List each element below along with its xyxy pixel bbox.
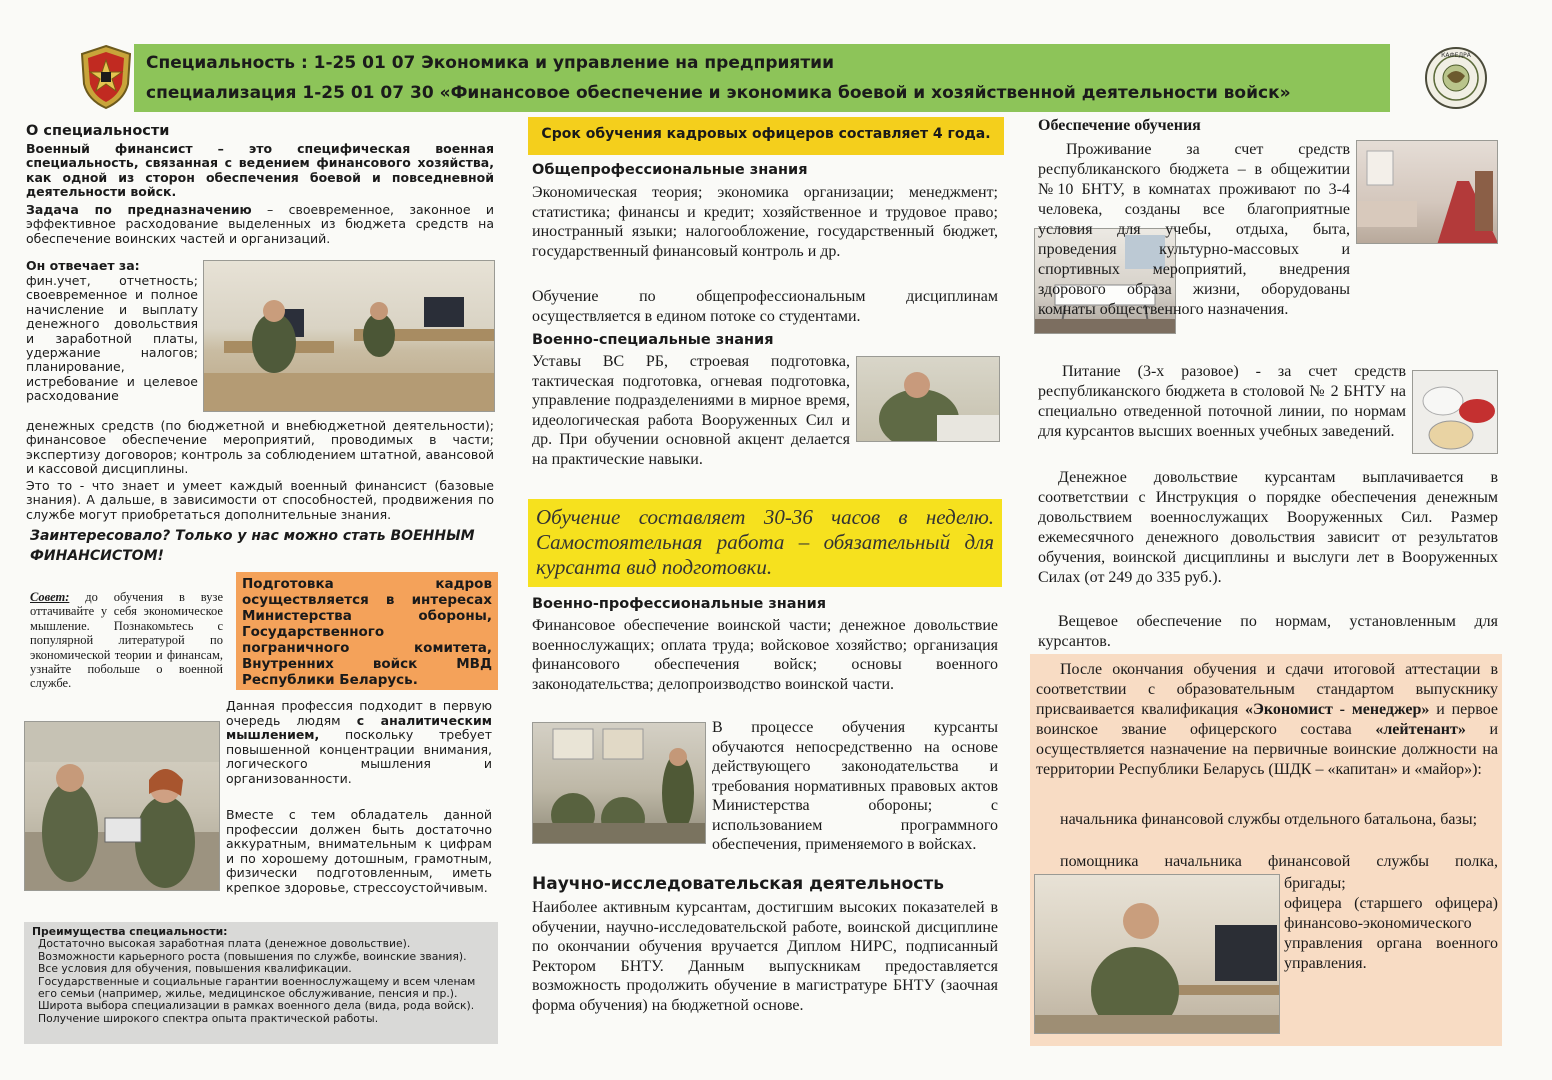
professional-knowledge-text: Финансовое обеспечение воинской части; денежное довольствие военнослужащих; оплата труда; войсковое хозяйство; организация финансового обеспечения войск; основы военного законодательства; делопроизводство воинской части. (532, 617, 998, 693)
qualities-text: Вместе с тем обладатель данной профессии должен быть достаточно аккуратным, внимательным к цифрам и по хорошему дотошным, грамотным, физически подготовленным, иметь крепкое здоровье, стрессоустойчивым. (226, 807, 492, 895)
general-stream-text: Обучение по общепрофессиональным дисциплинам осуществляется в едином потоке со студентами. (532, 288, 998, 325)
advice-label: Совет: (30, 590, 70, 604)
process-text: В процессе обучения курсанты обучаются непосредственно на основе действующего законодательства и требования нормативных правовых актов Министерства обороны; с использованием программного обеспечения, применяемого в войсках. (712, 719, 998, 853)
classroom-photo (532, 722, 706, 844)
responsibility-text-continued: денежных средств (по бюджетной и внебюджетной деятельности); финансовое обеспечение мероприятий, проводимых в части; экспертизу договоров; контроль за соблюдением штатной, авансовой и кассовой дисциплины. (26, 418, 494, 477)
svg-text:КАФЕДРА: КАФЕДРА (1441, 52, 1471, 59)
advantage-item: Достаточно высокая заработная плата (денежное довольствие). (38, 937, 411, 951)
study-duration-box: Срок обучения кадровых офицеров составляет 4 года. (528, 117, 1004, 155)
general-knowledge-text: Экономическая теория; экономика организации; менеджмент; статистика; финансы и кредит; хозяйственное и трудовое право; иностранный языки; налогообложение, государственный бюджет, государственный финансовый контроль и др. (532, 184, 998, 260)
dormitory-corridor-photo (1356, 140, 1498, 244)
special-knowledge-title: Военно-специальные знания (532, 332, 774, 348)
graduate-rank: «лейтенант» (1375, 721, 1466, 738)
military-shield-emblem-icon (78, 44, 134, 110)
graduate-text-b: и первое воинское звание офицерского состава (1036, 701, 1499, 738)
position-item-1: начальника финансовой службы отдельного батальона, базы; (1060, 811, 1478, 828)
research-title: Научно-исследовательская деятельность (532, 874, 944, 894)
research-text: Наиболее активным курсантам, достигшим высоких показателей в обучении, научно-исследовательской работе, воинской дисциплине по окончании обучения вручается Диплом НИРС, подписанный Ректором БНТУ. Данным выпускникам предоставляется возможность продолжить обучение в магистратуре БНТУ (заочная форма обучения) на бюджетной основе. (532, 899, 998, 1014)
task-paragraph (26, 203, 494, 246)
graduate-qualification: «Экономист - менеджер» (1245, 701, 1430, 718)
header-specialization-line: специализация 1-25 01 07 30 «Финансовое обеспечение и экономика боевой и хозяйственной деятельности войск» (146, 83, 1291, 103)
position-item-2-text: помощника начальника финансовой службы полка, (1060, 853, 1498, 870)
advantage-item: Все условия для обучения, повышения квалификации. (38, 962, 352, 976)
graduate-text-a: После окончания обучения и сдачи итоговой аттестации в соответствии с образовательным стандартом выпускнику присваивается квалификация (1036, 661, 1498, 718)
advice-paragraph (30, 590, 223, 691)
advice-text: до обучения в вузе оттачивайте у себя экономическое мышление. Познакомьтесь с популярной литературой по экономической теории и финансам, узнайте побольше о военной службе. (30, 590, 223, 691)
profession-bold: с аналитическим мышлением, (226, 712, 492, 742)
training-interests-box: Подготовка кадров осуществляется в интересах Министерства обороны, Государственного пограничного комитета, Внутренних войск МВД Республики Беларусь. (236, 572, 498, 690)
food-text: Питание (3-х разовое) - за счет средств республиканского бюджета в столовой № 2 БНТУ на специально отведенной поточной линии, по нормам для курсантов высших военных учебных заведений. (1038, 363, 1406, 440)
header-banner (134, 44, 1390, 112)
about-intro-text: Военный финансист – это специфическая военная специальность, связанная с ведением финансового хозяйства, как одной из сторон обеспечения боевой и повседневной деятельности войск. (26, 141, 494, 200)
money-allowance-text: Денежное довольствие курсантам выплачивается в соответствии с Инструкция о порядке обеспечения денежным довольствием военнослужащих Вооруженных Сил. Размер ежемесячного денежного довольствия зависит от результатов обучения, воинской дисциплины и выслуги лет в Вооруженных Силах (от 249 до 335 руб.). (1038, 469, 1498, 586)
office-photo (203, 260, 495, 412)
profession-text-b: поскольку требует повышенной концентрации внимания, логического мышления и организованности. (226, 727, 492, 786)
clothing-text: Вещевое обеспечение по нормам, установленным для курсантов. (1038, 613, 1498, 650)
knowledge-text: Это то - что знает и умеет каждый военный финансист (базовые знания). А дальше, в зависимости от способностей, продвижения по службе могут приобретаться дополнительные знания. (26, 478, 494, 522)
advantage-item: Возможности карьерного роста (повышения по службе, воинские звания). (38, 949, 467, 963)
slogan-text: Заинтересовало? Только у нас можно стать ВОЕННЫМ ФИНАНСИСТОМ! (30, 528, 475, 564)
study-support-title: Обеспечение обучения (1038, 117, 1201, 134)
position-item-2-continued: бригады; (1284, 875, 1346, 892)
task-text: – своевременное, законное и эффективное расходование выделенных из бюджета средств на обеспечение воинских частей и организаций. (26, 202, 494, 246)
profession-text-a: Данная профессия подходит в первую очередь людям (226, 698, 492, 728)
header-specialty-line: Специальность : 1-25 01 07 Экономика и управление на предприятии (146, 53, 835, 73)
cashier-photo (24, 721, 220, 891)
advantage-item: Государственные и социальные гарантии военнослужащему и всем членам его семьи (например, жилье, медицинское обслуживание, пенсия и пр.). (38, 974, 476, 1001)
advantage-item: Получение широкого спектра опыта практической работы. (38, 1011, 379, 1025)
graduate-text (1036, 660, 1498, 780)
housing-text-wrap (1038, 140, 1350, 320)
advantage-item: Широта выбора специализации в рамках военного дела (вида, рода войск). (38, 999, 475, 1013)
about-specialty-title: О специальности (26, 123, 170, 139)
position-item-3: офицера (старшего офицера) финансово-экономического управления органа военного управления. (1284, 895, 1498, 972)
task-label: Задача по предназначению (26, 202, 252, 217)
graduate-text-c: и осуществляется назначение на первичные воинские должности на территории Республики Беларусь (ШДК – «капитан» и «майор»): (1036, 721, 1499, 778)
responsibility-label: Он отвечает за: (26, 258, 140, 273)
department-seal-icon (1422, 46, 1490, 110)
professional-knowledge-title: Военно-профессиональные знания (532, 596, 827, 612)
responsibility-text: фин.учет, отчетность; своевременное и полное начисление и выплату денежного довольствия и заработной платы, удержание налогов; планирование, истребование и целевое расходование (26, 273, 198, 404)
advantages-box (24, 922, 498, 1044)
housing-text: Проживание за счет средств республиканского бюджета – в общежитии №10 БНТУ, в комнатах проживают по 3-4 человека, созданы все благоприятные условия для учебы, отдыха, быта, проведения культурно-массовых и спортивных мероприятий, внедрения здорового образа жизни, оборудованы комнаты общественного назначения. (1038, 141, 1350, 318)
dining-photo (1412, 370, 1498, 454)
general-knowledge-title: Общепрофессиональные знания (532, 162, 808, 178)
profession-paragraph (226, 699, 492, 786)
position-item-2 (1060, 852, 1498, 872)
study-hours-box: Обучение составляет 30-36 часов в неделю. Самостоятельная работа – обязательный для курсанта вид подготовки. (528, 499, 1002, 587)
special-knowledge-text: Уставы ВС РБ, строевая подготовка, тактическая подготовка, огневая подготовка, управление подразделениями в мирное время, идеологическая работа Вооруженных Сил и др. При обучении основной акцент делается на практические навыки. (532, 353, 850, 468)
advantages-title: Преимущества специальности: (32, 925, 228, 938)
shooting-practice-photo (856, 356, 1000, 442)
office-computer-photo (1034, 874, 1280, 1034)
